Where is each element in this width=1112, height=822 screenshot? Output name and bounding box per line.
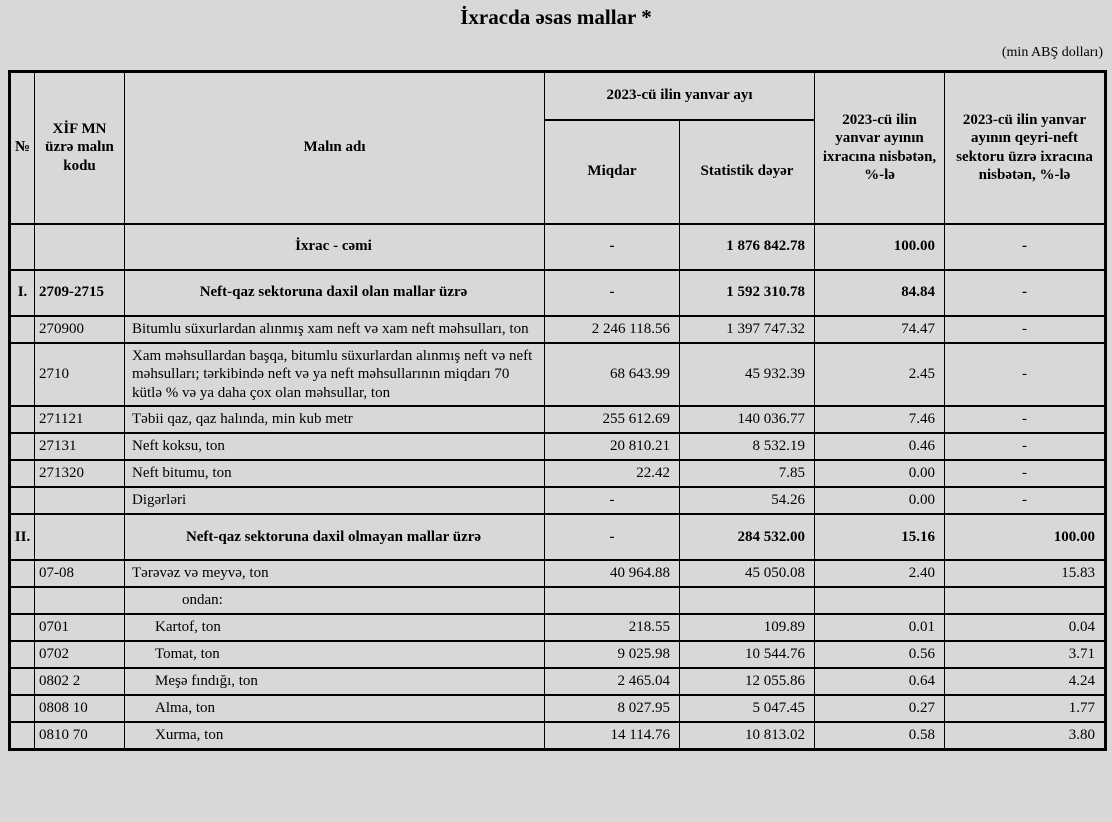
cell-pct-nonoil: 4.24 xyxy=(945,668,1106,695)
cell-name: ondan: xyxy=(125,587,545,614)
cell-pct-nonoil: - xyxy=(945,343,1106,407)
table-row xyxy=(10,270,1106,316)
cell-name: Neft-qaz sektoruna daxil olan mallar üzrə xyxy=(125,270,545,316)
cell-code: 270900 xyxy=(35,316,125,343)
cell-name: Tərəvəz və meyvə, ton xyxy=(125,560,545,587)
table-row xyxy=(10,668,1106,695)
cell-pct-total: 2.45 xyxy=(815,343,945,407)
header-stat: Statistik dəyər xyxy=(680,120,815,224)
cell-name: Bitumlu süxurlardan alınmış xam neft və xam neft məhsulları, ton xyxy=(125,316,545,343)
cell-name: Digərləri xyxy=(125,487,545,514)
cell-pct-nonoil xyxy=(945,587,1106,614)
table-row xyxy=(10,343,1106,407)
cell-code: 0810 70 xyxy=(35,722,125,749)
cell-pct-nonoil: - xyxy=(945,406,1106,433)
cell-stat xyxy=(680,587,815,614)
header-period: 2023-cü ilin yanvar ayı xyxy=(545,72,815,120)
cell-pct-nonoil: - xyxy=(945,316,1106,343)
cell-qty: 20 810.21 xyxy=(545,433,680,460)
cell-no xyxy=(10,406,35,433)
cell-pct-total: 0.27 xyxy=(815,695,945,722)
cell-no xyxy=(10,722,35,749)
header-no: № xyxy=(10,72,35,224)
cell-no xyxy=(10,614,35,641)
cell-code: 27131 xyxy=(35,433,125,460)
cell-code: 2710 xyxy=(35,343,125,407)
cell-pct-nonoil: - xyxy=(945,433,1106,460)
cell-qty: 68 643.99 xyxy=(545,343,680,407)
cell-pct-total: 7.46 xyxy=(815,406,945,433)
cell-code xyxy=(35,514,125,560)
header-pct-nonoil: 2023-cü ilin yanvar ayının qeyri-neft sektoru üzrə ixracına nisbətən, %-lə xyxy=(945,72,1106,224)
cell-pct-nonoil: - xyxy=(945,270,1106,316)
table-row xyxy=(10,722,1106,749)
cell-pct-nonoil: 3.80 xyxy=(945,722,1106,749)
cell-name: İxrac - cəmi xyxy=(125,224,545,270)
cell-stat: 45 050.08 xyxy=(680,560,815,587)
table-row xyxy=(10,460,1106,487)
unit-note: (min ABŞ dolları) xyxy=(1001,45,1103,60)
cell-qty: 40 964.88 xyxy=(545,560,680,587)
cell-name: Neft-qaz sektoruna daxil olmayan mallar üzrə xyxy=(125,514,545,560)
cell-code: 0702 xyxy=(35,641,125,668)
cell-pct-nonoil: 3.71 xyxy=(945,641,1106,668)
cell-no xyxy=(10,316,35,343)
cell-stat: 54.26 xyxy=(680,487,815,514)
cell-pct-total: 74.47 xyxy=(815,316,945,343)
cell-qty: 8 027.95 xyxy=(545,695,680,722)
cell-pct-total: 0.58 xyxy=(815,722,945,749)
cell-pct-total: 0.01 xyxy=(815,614,945,641)
cell-no xyxy=(10,560,35,587)
cell-no xyxy=(10,224,35,270)
cell-code xyxy=(35,587,125,614)
cell-no xyxy=(10,343,35,407)
table-row xyxy=(10,316,1106,343)
cell-qty: 14 114.76 xyxy=(545,722,680,749)
cell-no xyxy=(10,433,35,460)
cell-no xyxy=(10,668,35,695)
cell-stat: 1 592 310.78 xyxy=(680,270,815,316)
cell-qty: 9 025.98 xyxy=(545,641,680,668)
cell-pct-nonoil: 100.00 xyxy=(945,514,1106,560)
cell-qty: - xyxy=(545,487,680,514)
table-row xyxy=(10,560,1106,587)
cell-qty: 2 465.04 xyxy=(545,668,680,695)
cell-stat: 109.89 xyxy=(680,614,815,641)
cell-pct-total: 0.56 xyxy=(815,641,945,668)
cell-code: 0701 xyxy=(35,614,125,641)
cell-stat: 8 532.19 xyxy=(680,433,815,460)
header-pct-total: 2023-cü ilin yanvar ayının ixracına nisbətən, %-lə xyxy=(815,72,945,224)
table-row xyxy=(10,641,1106,668)
cell-stat: 10 544.76 xyxy=(680,641,815,668)
header-code: XİF MN üzrə malın kodu xyxy=(35,72,125,224)
table-body xyxy=(10,224,1106,750)
cell-stat: 284 532.00 xyxy=(680,514,815,560)
table-row xyxy=(10,614,1106,641)
page-title: İxracda əsas mallar * xyxy=(460,5,652,29)
exports-table xyxy=(8,70,1107,751)
cell-qty: 255 612.69 xyxy=(545,406,680,433)
cell-pct-nonoil: 1.77 xyxy=(945,695,1106,722)
cell-stat: 140 036.77 xyxy=(680,406,815,433)
cell-code: 2709-2715 xyxy=(35,270,125,316)
cell-name: Alma, ton xyxy=(125,695,545,722)
cell-no xyxy=(10,587,35,614)
cell-code: 271121 xyxy=(35,406,125,433)
cell-pct-total: 84.84 xyxy=(815,270,945,316)
cell-code: 0808 10 xyxy=(35,695,125,722)
cell-pct-total: 0.00 xyxy=(815,460,945,487)
cell-stat: 5 047.45 xyxy=(680,695,815,722)
cell-qty: - xyxy=(545,224,680,270)
cell-no xyxy=(10,460,35,487)
header-name: Malın adı xyxy=(125,72,545,224)
cell-pct-nonoil: - xyxy=(945,460,1106,487)
cell-stat: 45 932.39 xyxy=(680,343,815,407)
cell-pct-total: 2.40 xyxy=(815,560,945,587)
table-header xyxy=(10,72,1106,224)
cell-pct-total: 0.00 xyxy=(815,487,945,514)
table-row xyxy=(10,224,1106,270)
cell-name: Xam məhsullardan başqa, bitumlu süxurlardan alınmış neft və neft məhsulları; tərkibində neft və ya neft məhsullarının miqdarı 70 kütlə % və ya daha çox olan məhsullar, ton xyxy=(125,343,545,407)
cell-code xyxy=(35,224,125,270)
cell-name: Təbii qaz, qaz halında, min kub metr xyxy=(125,406,545,433)
cell-pct-total: 0.64 xyxy=(815,668,945,695)
cell-qty xyxy=(545,587,680,614)
cell-name: Neft bitumu, ton xyxy=(125,460,545,487)
cell-code: 0802 2 xyxy=(35,668,125,695)
cell-code xyxy=(35,487,125,514)
table-row xyxy=(10,433,1106,460)
cell-name: Neft koksu, ton xyxy=(125,433,545,460)
cell-stat: 12 055.86 xyxy=(680,668,815,695)
cell-name: Meşə fındığı, ton xyxy=(125,668,545,695)
cell-pct-total xyxy=(815,587,945,614)
cell-name: Tomat, ton xyxy=(125,641,545,668)
cell-pct-nonoil: - xyxy=(945,487,1106,514)
cell-stat: 7.85 xyxy=(680,460,815,487)
cell-qty: - xyxy=(545,270,680,316)
cell-no: I. xyxy=(10,270,35,316)
cell-stat: 1 876 842.78 xyxy=(680,224,815,270)
table-row xyxy=(10,487,1106,514)
cell-no xyxy=(10,641,35,668)
cell-pct-nonoil: 15.83 xyxy=(945,560,1106,587)
cell-pct-nonoil: - xyxy=(945,224,1106,270)
cell-no xyxy=(10,487,35,514)
cell-pct-total: 100.00 xyxy=(815,224,945,270)
cell-pct-total: 15.16 xyxy=(815,514,945,560)
table-row xyxy=(10,406,1106,433)
cell-code: 07-08 xyxy=(35,560,125,587)
cell-qty: 218.55 xyxy=(545,614,680,641)
cell-name: Xurma, ton xyxy=(125,722,545,749)
header-qty: Miqdar xyxy=(545,120,680,224)
cell-name: Kartof, ton xyxy=(125,614,545,641)
table-row xyxy=(10,695,1106,722)
cell-pct-nonoil: 0.04 xyxy=(945,614,1106,641)
cell-no xyxy=(10,695,35,722)
cell-stat: 10 813.02 xyxy=(680,722,815,749)
cell-qty: 2 246 118.56 xyxy=(545,316,680,343)
cell-qty: 22.42 xyxy=(545,460,680,487)
cell-stat: 1 397 747.32 xyxy=(680,316,815,343)
cell-pct-total: 0.46 xyxy=(815,433,945,460)
cell-no: II. xyxy=(10,514,35,560)
cell-code: 271320 xyxy=(35,460,125,487)
table-row xyxy=(10,514,1106,560)
cell-qty: - xyxy=(545,514,680,560)
table-row xyxy=(10,587,1106,614)
